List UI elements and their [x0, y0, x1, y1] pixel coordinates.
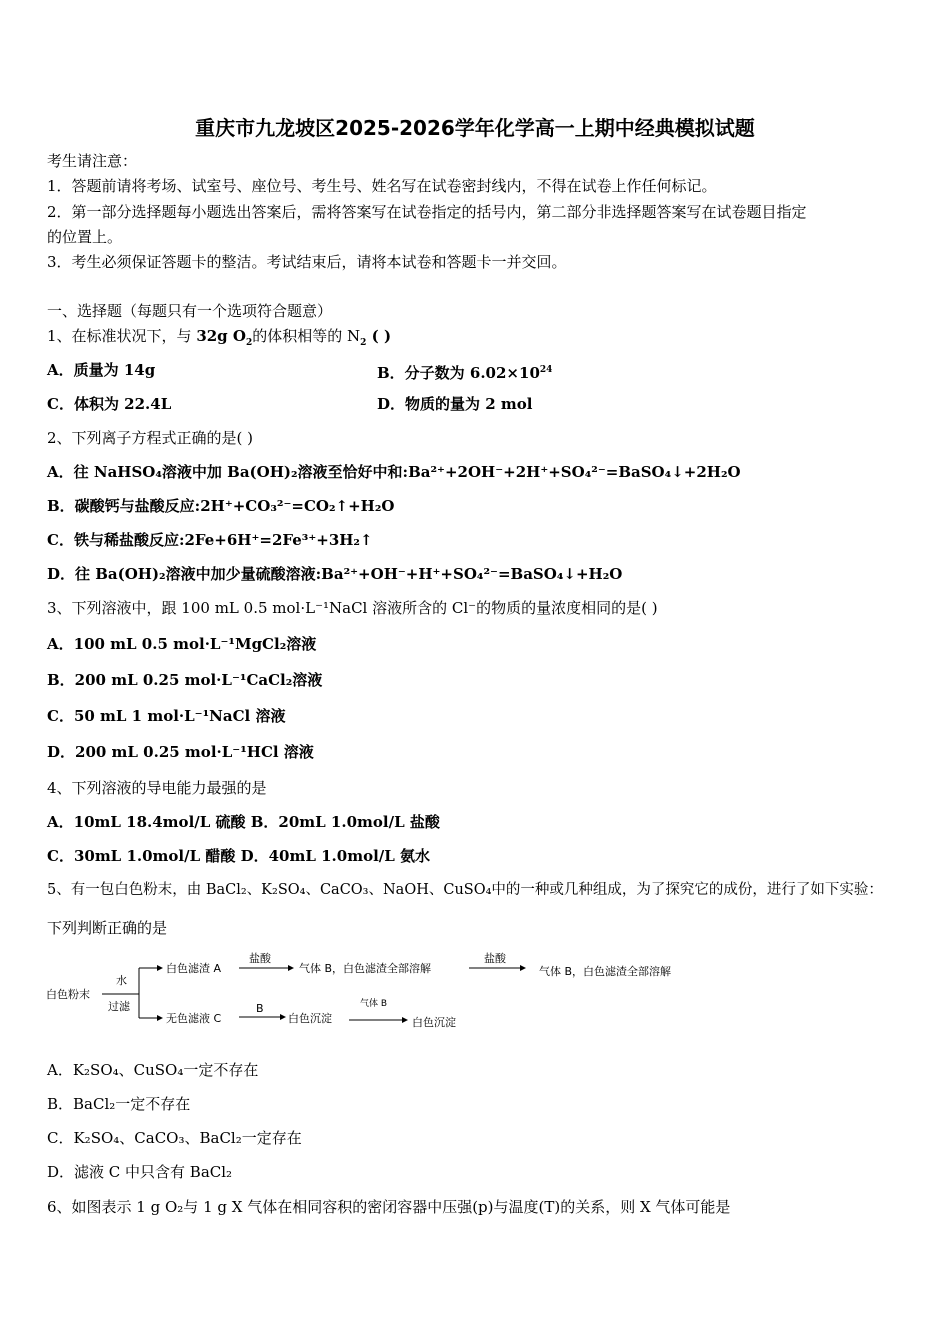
q5-flow-diagram	[44, 950, 724, 1040]
q5-option-c: C．K₂SO₄、CaCO₃、BaCl₂一定存在	[47, 1129, 302, 1147]
page-title: 重庆市九龙坡区2025-2026学年化学高一上期中经典模拟试题	[195, 116, 755, 140]
diagram-filtrate-c: 无色滤液 C	[166, 1012, 222, 1025]
q5-stem: 5、有一包白色粉末，由 BaCl₂、K₂SO₄、CaCO₃、NaOH、CuSO₄中的一种或几种组成，为了探究它的成份，进行了如下实验：	[47, 882, 883, 898]
q4-options-cd: C．30mL 1.0mol/L 醋酸 D．40mL 1.0mol/L 氨水	[47, 847, 431, 865]
diagram-filtrate-a: 白色滤渣 A	[166, 962, 222, 975]
q5-option-d: D．滤液 C 中只含有 BaCl₂	[47, 1163, 233, 1181]
q2-option-a: A．往 NaHSO₄溶液中加 Ba(OH)₂溶液至恰好中和:Ba²⁺+2OH⁻+2H⁺+SO₄²⁻=BaSO₄↓+2H₂O	[47, 463, 741, 481]
diagram-precip-2: 白色沉淀	[412, 1016, 456, 1029]
diagram-gas-b-label: 气体 B	[360, 999, 388, 1009]
q2-option-d: D．往 Ba(OH)₂溶液中加少量硫酸溶液:Ba²⁺+OH⁻+H⁺+SO₄²⁻=BaSO₄↓+H₂O	[47, 565, 623, 583]
q3-stem: 3、下列溶液中，跟 100 mL 0.5 mol·L⁻¹NaCl 溶液所含的 Cl⁻的物质的量浓度相同的是( )	[47, 599, 658, 617]
section-heading: 一、选择题（每题只有一个选项符合题意）	[47, 302, 333, 320]
notice-item-2: 2．第一部分选择题每小题选出答案后，需将答案写在试卷指定的括号内，第二部分非选择题答案写在试卷题目指定	[47, 203, 807, 221]
diagram-hcl-1: 盐酸	[249, 952, 271, 965]
q1-stem: 1、在标准状况下，与 32g $O_2$的体积相等的 $N_2$ ( )	[47, 327, 392, 348]
q4-options-ab: A．10mL 18.4mol/L 硫酸 B．20mL 1.0mol/L 盐酸	[47, 813, 440, 831]
diagram-start: 白色粉末	[46, 988, 90, 1001]
notice-item-3: 3．考生必须保证答题卡的整洁。考试结束后，请将本试卷和答题卡一并交回。	[47, 253, 567, 271]
q5-stem-2: 下列判断正确的是	[47, 919, 168, 937]
diagram-hcl-2: 盐酸	[484, 952, 506, 965]
q3-option-b: B．200 mL 0.25 mol·L⁻¹CaCl₂溶液	[47, 671, 323, 689]
q1-option-a: A．质量为 14g	[47, 361, 156, 379]
q5-option-b: B．BaCl₂一定不存在	[47, 1095, 191, 1113]
diagram-precip-1: 白色沉淀	[288, 1012, 332, 1025]
q3-option-a: A．100 mL 0.5 mol·L⁻¹MgCl₂溶液	[47, 635, 317, 653]
diagram-water: 水	[116, 974, 127, 987]
q3-option-c: C．50 mL 1 mol·L⁻¹NaCl 溶液	[47, 707, 286, 725]
notice-item-2-cont: 的位置上。	[47, 228, 123, 246]
diagram-b-label: B	[256, 1002, 264, 1015]
diagram-gas-b-1: 气体 B，白色滤渣全部溶解	[299, 962, 432, 975]
q5-option-a: A．K₂SO₄、CuSO₄一定不存在	[47, 1061, 259, 1079]
q6-stem: 6、如图表示 1 g O₂与 1 g X 气体在相同容积的密闭容器中压强(p)与温度(T)的关系，则 X 气体可能是	[47, 1198, 731, 1216]
q3-option-d: D．200 mL 0.25 mol·L⁻¹HCl 溶液	[47, 743, 314, 761]
q1-option-b: B．分子数为 $6.02\times 10^{24}$	[377, 364, 553, 382]
q4-stem: 4、下列溶液的导电能力最强的是	[47, 779, 267, 797]
diagram-gas-b-2: 气体 B，白色滤渣全部溶解	[539, 965, 672, 978]
q1-option-d: D．物质的量为 2 mol	[377, 395, 533, 413]
q1-option-c: C．体积为 22.4L	[47, 395, 172, 413]
q2-option-b: B．碳酸钙与盐酸反应:2H⁺+CO₃²⁻=CO₂↑+H₂O	[47, 497, 395, 515]
q2-stem: 2、下列离子方程式正确的是( )	[47, 429, 254, 447]
q2-option-c: C．铁与稀盐酸反应:2Fe+6H⁺=2Fe³⁺+3H₂↑	[47, 531, 373, 549]
notice-heading: 考生请注意：	[47, 152, 138, 170]
notice-item-1: 1．答题前请将考场、试室号、座位号、考生号、姓名写在试卷密封线内，不得在试卷上作任何标记。	[47, 177, 717, 195]
diagram-filter: 过滤	[108, 1000, 130, 1013]
